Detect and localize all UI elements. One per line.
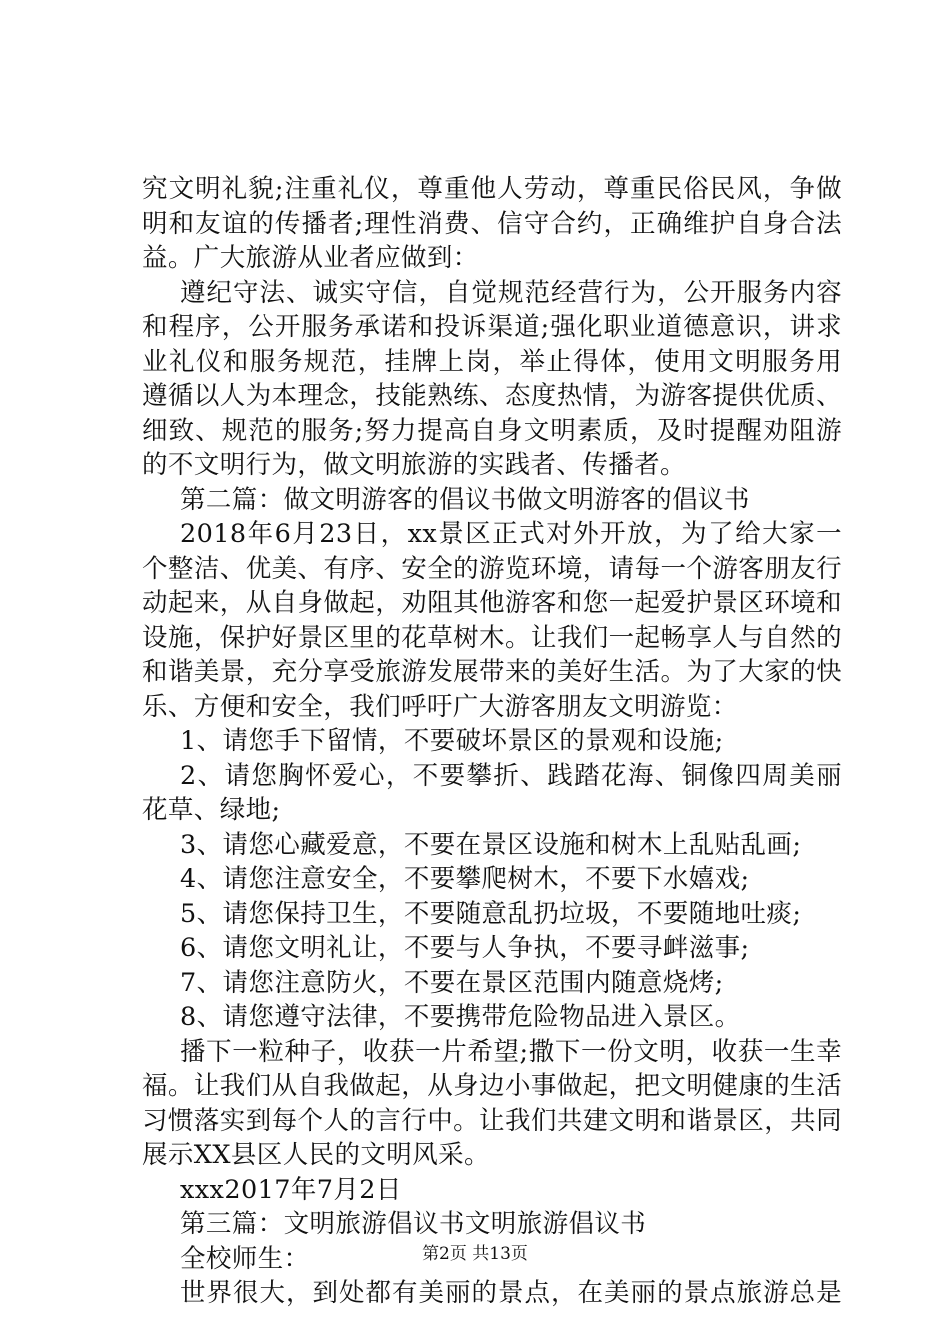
text-line: 展示XX县区人民的文明风采。 [142, 1140, 490, 1170]
text-line: 6、请您文明礼让，不要与人争执，不要寻衅滋事; [180, 933, 750, 963]
text-line: 3、请您心藏爱意，不要在景区设施和树木上乱贴乱画; [180, 829, 802, 860]
text-line: 遵纪守法、诚实守信，自觉规范经营行为，公开服务内容 [180, 277, 842, 308]
text-line: 和程序，公开服务承诺和投诉渠道;强化职业道德意识，讲求 [142, 312, 842, 342]
text-line: 全校师生： [180, 1243, 310, 1274]
text-line: 2、请您胸怀爱心，不要攀折、践踏花海、铜像四周美丽 [180, 760, 842, 791]
text-line: 5、请您保持卫生，不要随意乱扔垃圾，不要随地吐痰; [180, 898, 802, 929]
text-line: 7、请您注意防火，不要在景区范围内随意烧烤; [180, 967, 724, 998]
text-line: 第三篇：文明旅游倡议书文明旅游倡议书 [180, 1209, 647, 1239]
text-line: 2018年6月23日，xx景区正式对外开放，为了给大家一 [180, 519, 842, 549]
text-line: 4、请您注意安全，不要攀爬树木，不要下水嬉戏; [180, 864, 750, 894]
text-line: 个整洁、优美、有序、安全的游览环境，请每一个游客朋友行 [142, 553, 842, 584]
text-line: 8、请您遵守法律，不要携带危险物品进入景区。 [180, 1002, 741, 1032]
text-line: 播下一粒种子，收获一片希望;撒下一份文明，收获一生幸 [180, 1036, 842, 1067]
text-line: 益。广大旅游从业者应做到： [142, 243, 479, 273]
text-line: 设施，保护好景区里的花草树木。让我们一起畅享人与自然的 [142, 622, 842, 653]
text-line: xxx2017年7月2日 [180, 1174, 402, 1205]
text-line: 第二篇：做文明游客的倡议书做文明游客的倡议书 [180, 484, 750, 515]
text-line: 的不文明行为，做文明旅游的实践者、传播者。 [142, 450, 686, 480]
text-line: 细致、规范的服务;努力提高自身文明素质，及时提醒劝阻游 [142, 415, 842, 446]
page-footer: 第2页 共13页 [422, 1244, 528, 1264]
text-line: 明和友谊的传播者;理性消费、信守合约，正确维护自身合法 [142, 208, 842, 239]
text-line: 和谐美景，充分享受旅游发展带来的美好生活。为了大家的快 [142, 657, 842, 687]
text-line: 福。让我们从自我做起，从身边小事做起，把文明健康的生活 [142, 1071, 842, 1101]
text-line: 乐、方便和安全，我们呼吁广大游客朋友文明游览： [142, 691, 738, 722]
text-line: 1、请您手下留情，不要破坏景区的景观和设施; [180, 726, 724, 756]
text-line: 究文明礼貌;注重礼仪，尊重他人劳动，尊重民俗民风，争做 [142, 174, 842, 204]
text-line: 习惯落实到每个人的言行中。让我们共建文明和谐景区，共同 [142, 1105, 842, 1136]
document-body [142, 172, 842, 1311]
text-line: 世界很大，到处都有美丽的景点，在美丽的景点旅游总是 [180, 1278, 842, 1308]
text-line: 遵循以人为本理念，技能熟练、态度热情，为游客提供优质、 [142, 381, 842, 411]
text-line: 业礼仪和服务规范，挂牌上岗，举止得体，使用文明服务用 [142, 346, 842, 377]
text-line: 花草、绿地; [142, 795, 281, 825]
text-line: 动起来，从自身做起，劝阻其他游客和您一起爱护景区环境和 [142, 588, 842, 618]
